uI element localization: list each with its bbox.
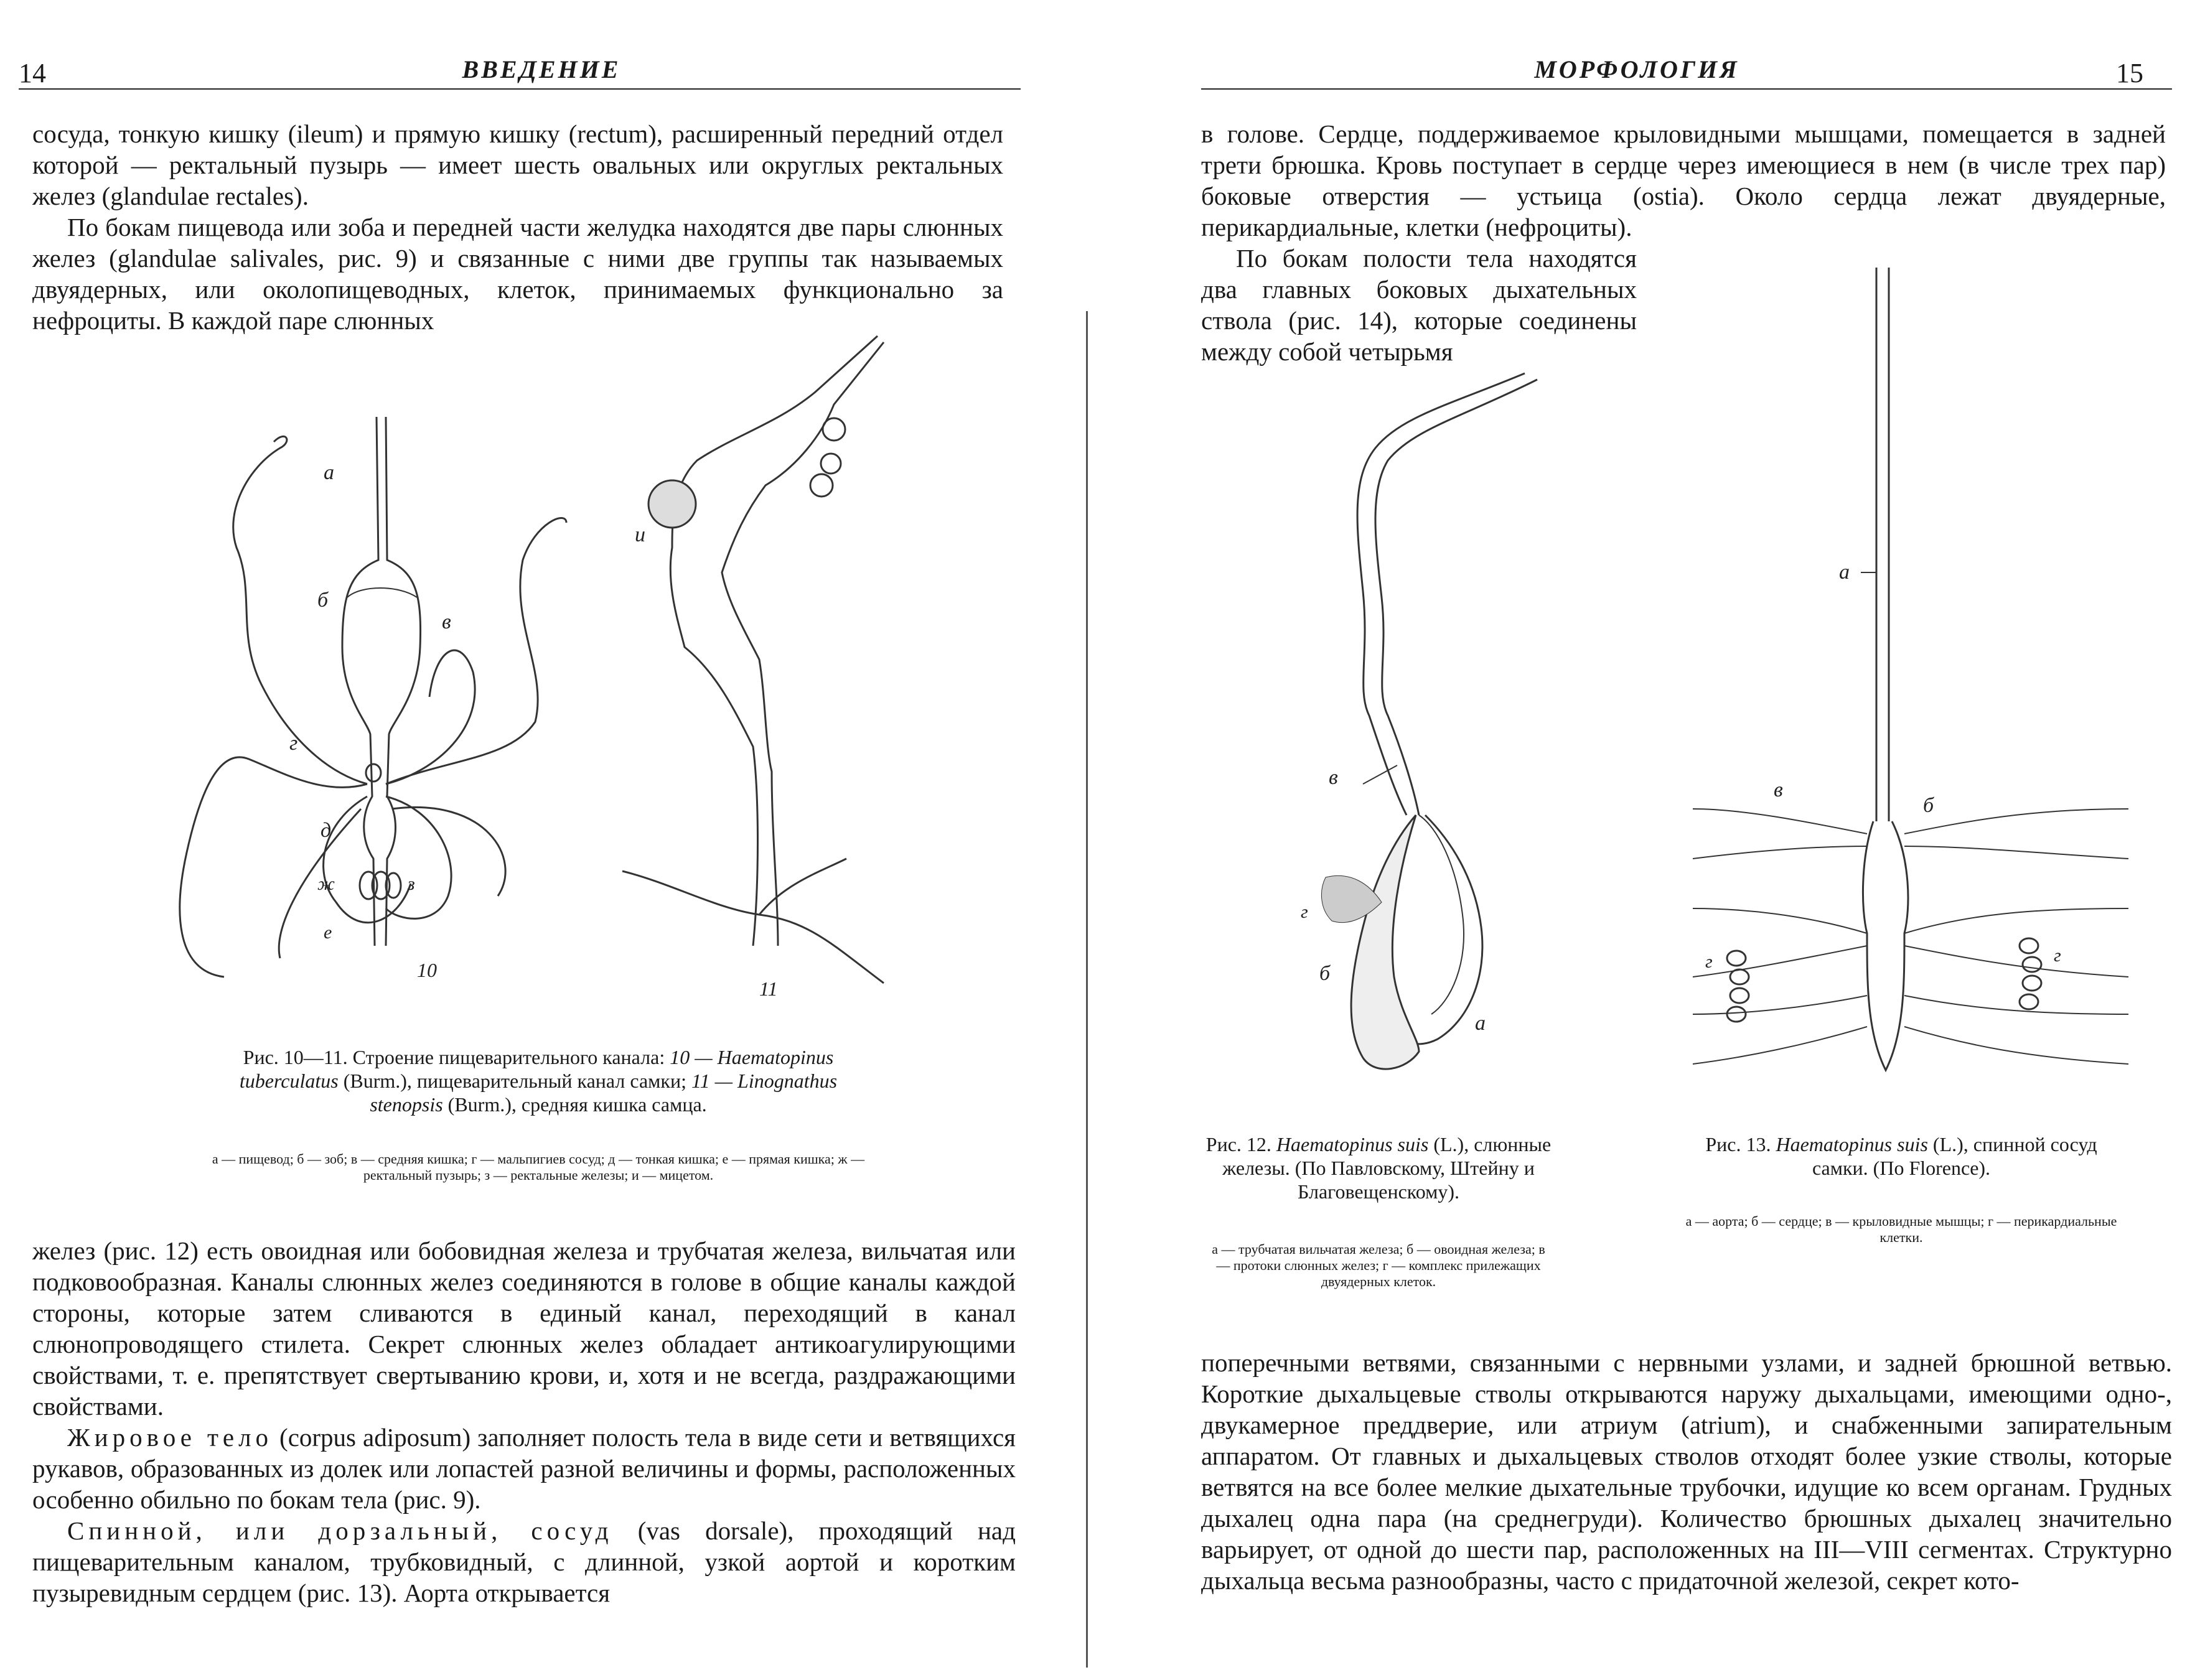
paragraph <box>32 1515 1016 1608</box>
figure-13-caption <box>1683 1132 2119 1180</box>
caption-text: (Burm.), средняя кишка самца. <box>442 1093 707 1116</box>
side-text-block <box>1201 243 1637 367</box>
top-text-block <box>32 118 1003 336</box>
label: а <box>1475 1012 1486 1035</box>
page-number: 15 <box>2116 58 2143 88</box>
header-rule <box>19 88 1021 90</box>
running-head: МОРФОЛОГИЯ <box>1534 55 1739 83</box>
caption-prefix: Рис. 12. <box>1205 1133 1276 1155</box>
page-gutter <box>1086 311 1088 1668</box>
paragraph: По бокам пищевода или зоба и передней части желудка находятся две пары слюнных желез (glandulae salivales, рис. 9) и связанные с ними две группы так называемых двуядерных, или околопищеводных, клеток, принимаемых функционально за нефроциты. В каждой паре слюнных <box>32 213 1003 335</box>
caption-figure-number: 10 — <box>670 1046 713 1068</box>
caption-species: Haematopinus suis <box>1776 1133 1928 1155</box>
figure-13-legend: а — аорта; б — сердце; в — крыловидные мышцы; г — перикардиальные клетки. <box>1685 1213 2117 1245</box>
caption-species: Haematopinus tuberculatus <box>239 1046 834 1092</box>
label: б <box>1319 962 1331 985</box>
caption-text: (L.), спинной сосуд самки. (По Florence). <box>1812 1133 2097 1179</box>
bottom-text-block <box>32 1235 1016 1608</box>
figure-12 <box>1263 367 1587 1114</box>
caption-figure-number: 11 — <box>691 1070 738 1092</box>
figure-10-11-legend: а — пищевод; б — зоб; в — средняя кишка; г — мальпигиев сосуд; д — тонкая кишка; е — прямая кишка; ж — ректальный пузырь; з — ректальные железы; и — мицетом. <box>212 1151 865 1183</box>
paragraph: в голове. Сердце, поддерживаемое крыловидными мышцами, помещается в задней трети брюшка. Кровь поступает в сердце через имеющиеся в нем (в числе трех пар) боковые отверстия — устьица (ostia). Около сердца лежат двуядерные, перикардиальные, клетки (нефроциты). <box>1201 119 2166 241</box>
label: з <box>408 874 415 894</box>
left-page <box>0 0 1083 1680</box>
label: а <box>324 461 334 484</box>
label: ж <box>317 874 335 894</box>
right-page <box>1095 0 2200 1680</box>
paragraph: желез (рис. 12) есть овоидная или бобовидная железа и трубчатая железа, вильчатая или подковообразная. Каналы слюнных желез соединяются в голове в общие каналы каждой стороны, которые затем сливаются в единый канал, переходящий в канал слюнопроводящего стилета. Секрет слюнных желез обладает антикоагулирующими свойствами, т. е. препятствует свертыванию крови, и, хотя и не всегда, раздражающими свойствами. <box>32 1236 1016 1421</box>
header-rule <box>1201 88 2172 90</box>
label: и <box>635 523 645 546</box>
page-number: 14 <box>19 58 46 88</box>
label: е <box>324 922 332 943</box>
figure-12-legend: а — трубчатая вильчатая железа; б — овоидная железа; в — протоки слюнных желез; г — комплекс прилежащих двуядерных клеток. <box>1212 1241 1545 1289</box>
caption-text: (Burm.), пищеварительный канал самки; <box>338 1070 691 1092</box>
term: Спинной, или дорзальный, сосуд <box>67 1516 613 1545</box>
caption-text: (L.), слюнные железы. (По Павловскому, Штейну и Благовещенскому). <box>1222 1133 1552 1203</box>
paragraph-text: (vas dorsale), проходящий над пищеварительным каналом, трубковидный, с длинной, узкой аортой и коротким пузыревидным сердцем (рис. 13). Аорта открывается <box>32 1516 1016 1607</box>
paragraph: поперечными ветвями, связанными с нервными узлами, и задней брюшной ветвью. Короткие дыхальцевые стволы открываются наружу дыхальцами, имеющими одно-, двукамерное преддверие, или атриум (atrium), и снабженными запирательным аппаратом. От главных и дыхальцевых стволов отходят более узкие стволы, которые ветвятся на все более мелкие дыхательные трубочки, идущие ко всем органам. Грудных дыхалец одна пара (на среднегруди). Количество брюшных дыхалец значительно варьирует, от одной до шести пар, расположенных на III—VIII сегментах. Структурно дыхальца весьма разнообразны, часто с придаточной железой, секрет кото- <box>1201 1348 2172 1595</box>
paragraph <box>32 1422 1016 1515</box>
figure-12-caption <box>1204 1132 1553 1203</box>
top-text-block <box>1201 118 2166 243</box>
caption-species: Linognathus stenopsis <box>370 1070 838 1116</box>
label: г <box>2054 945 2061 966</box>
paragraph-text: (corpus adiposum) заполняет полость тела в виде сети и ветвящихся рукавов, образованных из долек или лопастей разной величины и формы, расположенных особенно обильно по бокам тела (рис. 9). <box>32 1423 1016 1514</box>
figure-number: 11 <box>759 978 778 1000</box>
bottom-text-block <box>1201 1347 2172 1596</box>
running-head: ВВЕДЕНИЕ <box>462 55 621 83</box>
caption-prefix: Рис. 10—11. Строение пищеварительного канала: <box>243 1046 670 1068</box>
figure-number: 10 <box>417 959 437 981</box>
figure-13 <box>1680 261 2141 1108</box>
figure-10-11-caption <box>205 1045 871 1116</box>
label: г <box>289 732 298 755</box>
paragraph: сосуда, тонкую кишку (ileum) и прямую кишку (rectum), расширенный передний отдел которой — ректальный пузырь — имеет шесть овальных или округлых ректальных желез (glandulae rectales). <box>32 119 1003 210</box>
label: в <box>442 610 451 633</box>
term: Жировое тело <box>67 1423 273 1452</box>
label: б <box>1923 794 1934 817</box>
caption-prefix: Рис. 13. <box>1705 1133 1776 1155</box>
label: б <box>317 589 329 612</box>
caption-species: Haematopinus suis <box>1276 1133 1429 1155</box>
paragraph: По бокам полости тела находятся два главных боковых дыхательных ствола (рис. 14), которые соединены между собой четырьмя <box>1201 244 1637 366</box>
label: г <box>1301 902 1308 922</box>
label: в <box>1329 766 1338 789</box>
label: в <box>1774 778 1783 801</box>
label: г <box>1705 951 1713 972</box>
label: д <box>321 819 332 842</box>
figure-10-11 <box>137 324 946 1008</box>
label: а <box>1839 561 1850 584</box>
